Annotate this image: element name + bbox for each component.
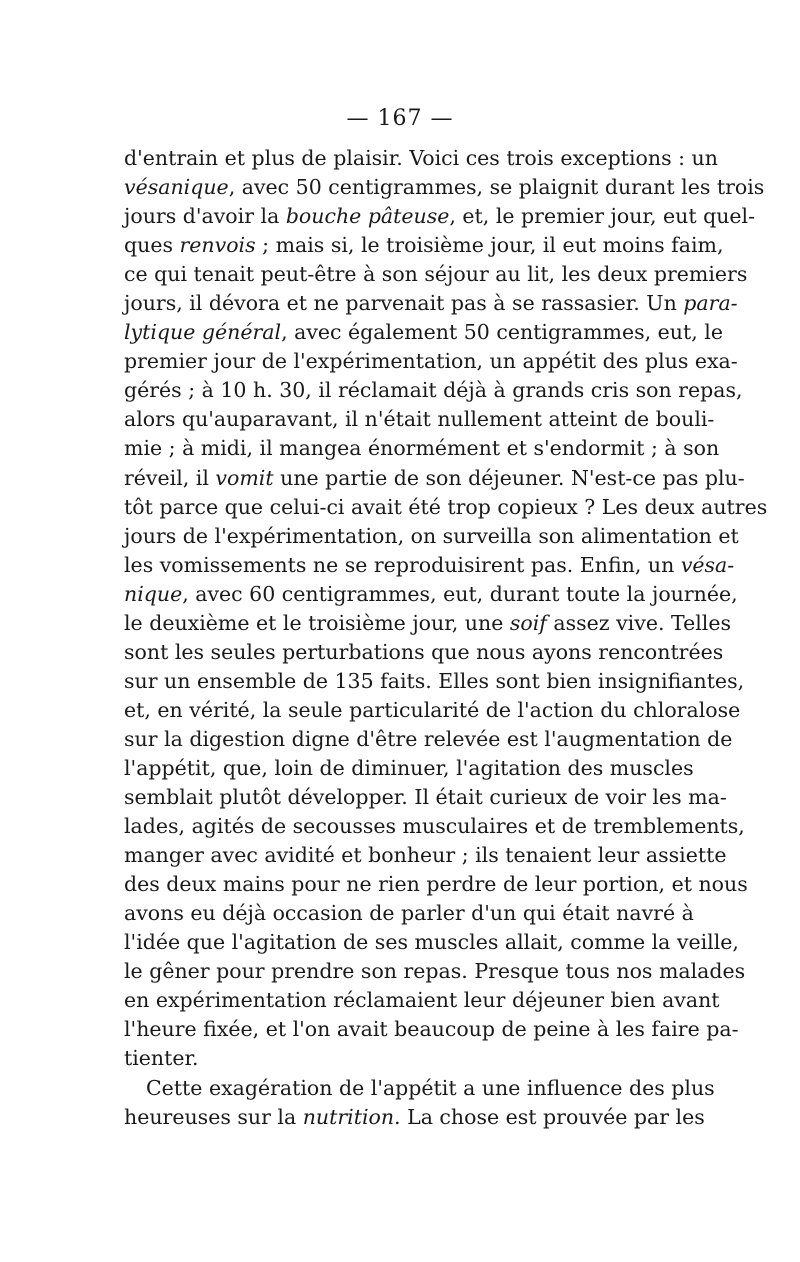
text-line: en expérimentation réclamaient leur déjeuner bien avant [124,988,720,1013]
text-line: premier jour de l'expérimentation, un appétit des plus exa- [124,349,738,374]
text-line: ques renvois ; mais si, le troisième jour, il eut moins faim, [124,233,724,258]
text-line: le gêner pour prendre son repas. Presque tous nos malades [124,959,746,984]
text-line: Cette exagération de l'appétit a une influence des plus [146,1075,715,1100]
text-line: mie ; à midi, il mangea énormément et s'endormit ; à son [124,436,720,461]
text-line: semblait plutôt développer. Il était curieux de voir les ma- [124,785,727,810]
text-line: sur la digestion digne d'être relevée est l'augmentation de [124,726,733,751]
text-line: ce qui tenait peut-être à son séjour au lit, les deux premiers [124,262,748,287]
text-line: d'entrain et plus de plaisir. Voici ces trois exceptions : un [124,146,718,170]
text-line: l'heure fixée, et l'on avait beaucoup de peine à les faire pa- [124,1017,739,1042]
text-line: avons eu déjà occasion de parler d'un qui était navré à [124,901,694,926]
text-line: heureuses sur la nutrition. La chose est prouvée par les [124,1104,705,1129]
text-line: jours, il dévora et ne parvenait pas à se rassasier. Un para- [124,291,738,316]
text-line: lytique général, avec également 50 centigrammes, eut, le [124,320,723,345]
text-line: lades, agités de secousses musculaires et de tremblements, [124,814,745,839]
text-line: tôt parce que celui-ci avait été trop copieux ? Les deux autres [124,494,768,519]
text-line: alors qu'auparavant, il n'était nullement atteint de bouli- [124,407,715,432]
text-line: gérés ; à 10 h. 30, il réclamait déjà à grands cris son repas, [124,378,743,403]
text-line: tienter. [124,1046,199,1071]
text-line: vésanique, avec 50 centigrammes, se plaignit durant les trois [124,175,765,200]
page-number: — 167 — [346,106,454,131]
text-line: sont les seules perturbations que nous ayons rencontrées [124,639,724,664]
text-line: jours de l'expérimentation, on surveilla son alimentation et [124,523,739,548]
text-line: jours d'avoir la bouche pâteuse, et, le premier jour, eut quel- [124,204,756,229]
text-line: des deux mains pour ne rien perdre de leur portion, et nous [124,872,748,897]
text-line: le deuxième et le troisième jour, une soif assez vive. Telles [124,610,731,635]
text-line: et, en vérité, la seule particularité de l'action du chloralose [124,697,741,722]
text-line: manger avec avidité et bonheur ; ils tenaient leur assiette [124,843,727,868]
body-text [124,144,768,1132]
text-line: les vomissements ne se reproduisirent pas. Enfin, un vésa- [124,552,735,577]
text-line: sur un ensemble de 135 faits. Elles sont bien insignifiantes, [124,668,745,693]
text-line: nique, avec 60 centigrammes, eut, durant toute la journée, [124,581,738,606]
text-line: réveil, il vomit une partie de son déjeuner. N'est-ce pas plu- [124,465,745,490]
text-line: l'idée que l'agitation de ses muscles allait, comme la veille, [124,930,739,955]
text-line: l'appétit, que, loin de diminuer, l'agitation des muscles [124,755,694,780]
